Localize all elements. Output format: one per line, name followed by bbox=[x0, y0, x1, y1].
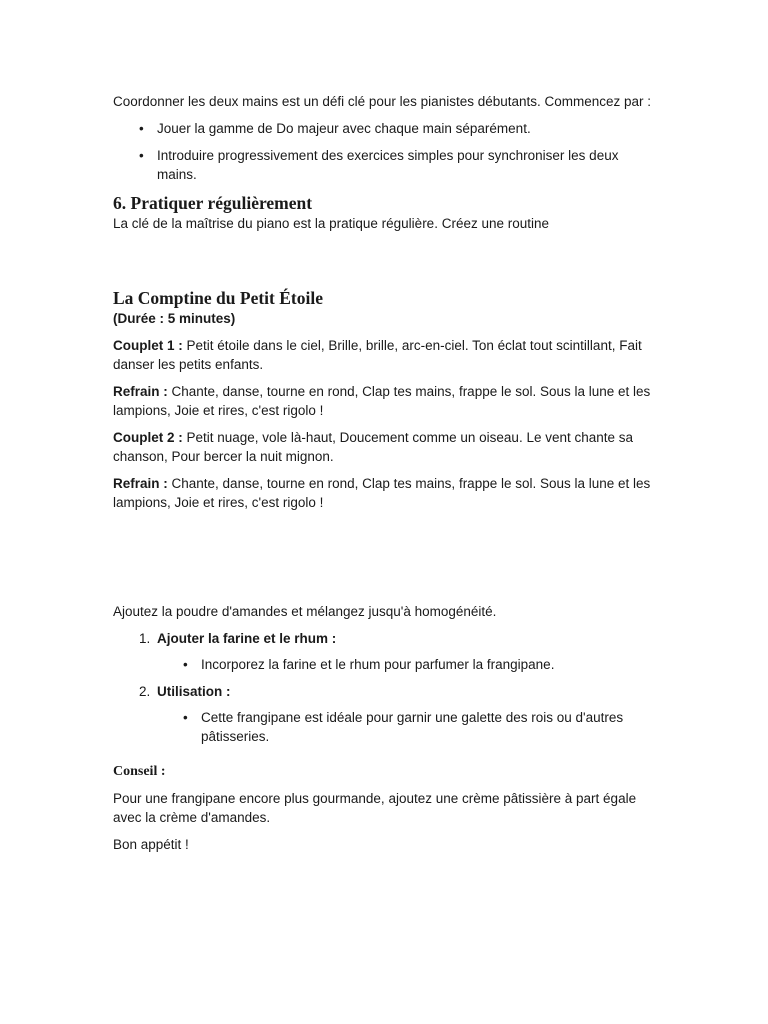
bullet-icon: • bbox=[139, 121, 144, 136]
intro-bullet-list bbox=[113, 119, 658, 184]
list-item bbox=[113, 682, 658, 746]
bullet-icon: • bbox=[183, 710, 188, 725]
list-item bbox=[157, 655, 658, 674]
recipe-paragraph: Ajoutez la poudre d'amandes et mélangez jusqu'à homogénéité. bbox=[113, 604, 497, 619]
list-item-text: Incorporez la farine et le rhum pour parfumer la frangipane. bbox=[201, 657, 555, 672]
step-bullet-list bbox=[157, 655, 658, 674]
step-number: 1. bbox=[139, 631, 151, 646]
list-item bbox=[113, 146, 658, 184]
stanza-label: Couplet 1 : bbox=[113, 338, 183, 353]
step-number: 2. bbox=[139, 684, 151, 699]
stanza-label: Refrain : bbox=[113, 384, 168, 399]
list-item bbox=[113, 119, 658, 138]
conseil-heading: Conseil : bbox=[113, 764, 166, 779]
document-page bbox=[113, 92, 658, 862]
stanza-paragraph bbox=[113, 428, 658, 466]
closing-line: Bon appétit ! bbox=[113, 837, 189, 852]
list-item-text: Introduire progressivement des exercices simples pour synchroniser les deux mains. bbox=[157, 148, 619, 182]
step-title: Ajouter la farine et le rhum : bbox=[157, 631, 337, 646]
conseil-paragraph: Pour une frangipane encore plus gourmande, ajoutez une crème pâtissière à part égale avec la crème d'amandes. bbox=[113, 791, 637, 825]
stanza-label: Refrain : bbox=[113, 476, 168, 491]
list-item-text: Jouer la gamme de Do majeur avec chaque main séparément. bbox=[157, 121, 531, 136]
bullet-icon: • bbox=[139, 148, 144, 163]
intro-paragraph: Coordonner les deux mains est un défi clé pour les pianistes débutants. Commencez par : bbox=[113, 94, 652, 109]
step-bullet-list bbox=[157, 708, 658, 746]
stanza-paragraph bbox=[113, 382, 658, 420]
stanza-text: Petit nuage, vole là-haut, Doucement comme un oiseau. Le vent chante sa chanson, Pour bercer la nuit mignon. bbox=[113, 430, 634, 464]
section-heading-practice: 6. Pratiquer régulièrement bbox=[113, 193, 313, 213]
bullet-icon: • bbox=[183, 657, 188, 672]
list-item bbox=[113, 629, 658, 674]
practice-paragraph: La clé de la maîtrise du piano est la pratique régulière. Créez une routine bbox=[113, 216, 550, 231]
stanza-label: Couplet 2 : bbox=[113, 430, 183, 445]
stanza-paragraph bbox=[113, 336, 658, 374]
step-title: Utilisation : bbox=[157, 684, 231, 699]
stanza-text: Chante, danse, tourne en rond, Clap tes mains, frappe le sol. Sous la lune et les lampions, Joie et rires, c'est rigolo ! bbox=[113, 384, 651, 418]
section-heading-comptine: La Comptine du Petit Étoile bbox=[113, 288, 323, 308]
stanza-paragraph bbox=[113, 474, 658, 512]
list-item-text: Cette frangipane est idéale pour garnir une galette des rois ou d'autres pâtisseries. bbox=[201, 710, 624, 744]
recipe-steps-list bbox=[113, 629, 658, 746]
stanza-text: Petit étoile dans le ciel, Brille, brille, arc-en-ciel. Ton éclat tout scintillant, Fait danser les petits enfants. bbox=[113, 338, 642, 372]
stanza-text: Chante, danse, tourne en rond, Clap tes mains, frappe le sol. Sous la lune et les lampions, Joie et rires, c'est rigolo ! bbox=[113, 476, 651, 510]
list-item bbox=[157, 708, 658, 746]
duration-label: (Durée : 5 minutes) bbox=[113, 311, 236, 326]
